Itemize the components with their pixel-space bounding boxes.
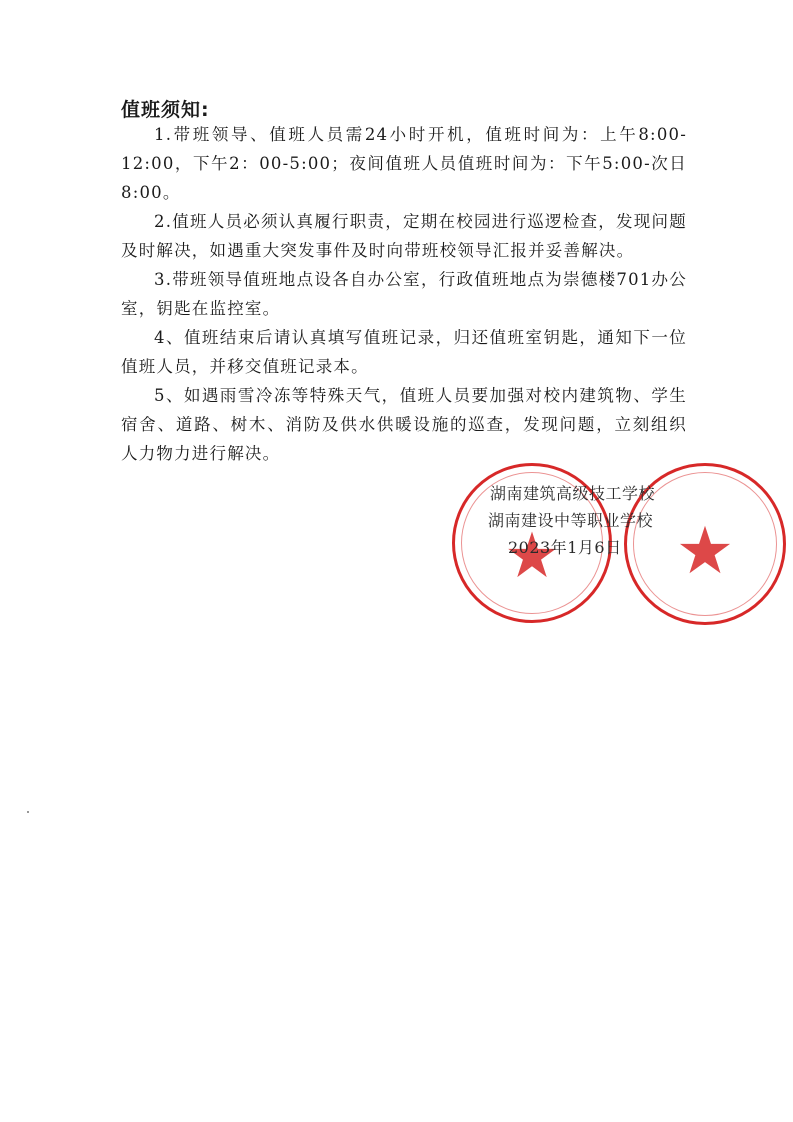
signature-org-1: 湖南建筑高级技工学校 bbox=[490, 484, 656, 503]
paragraph-5: 5、如遇雨雪冷冻等特殊天气，值班人员要加强对校内建筑物、学生宿舍、道路、树木、消防及供水供暖设施的巡查，发现问题，立刻组织人力物力进行解决。 bbox=[121, 386, 687, 463]
signature-block bbox=[480, 480, 680, 561]
page-heading: 值班须知: bbox=[121, 99, 210, 121]
paragraph-2: 2.值班人员必须认真履行职责，定期在校园进行巡逻检查，发现问题及时解决，如遇重大突发事件及时向带班校领导汇报并妥善解决。 bbox=[121, 212, 687, 260]
paragraph-4: 4、值班结束后请认真填写值班记录，归还值班室钥匙，通知下一位值班人员，并移交值班记录本。 bbox=[121, 328, 687, 376]
scan-speck bbox=[27, 811, 29, 813]
paragraph-3: 3.带班领导值班地点设各自办公室，行政值班地点为崇德楼701办公室，钥匙在监控室。 bbox=[121, 270, 687, 318]
signature-date: 2023年1月6日 bbox=[508, 538, 622, 557]
notice-body bbox=[121, 120, 687, 468]
seal-2-star-icon bbox=[680, 526, 730, 574]
paragraph-1: 1.带班领导、值班人员需24小时开机，值班时间为：上午8:00-12:00，下午2：00-5:00；夜间值班人员值班时间为：下午5:00-次日8:00。 bbox=[121, 125, 687, 202]
signature-org-2: 湖南建设中等职业学校 bbox=[488, 511, 654, 530]
